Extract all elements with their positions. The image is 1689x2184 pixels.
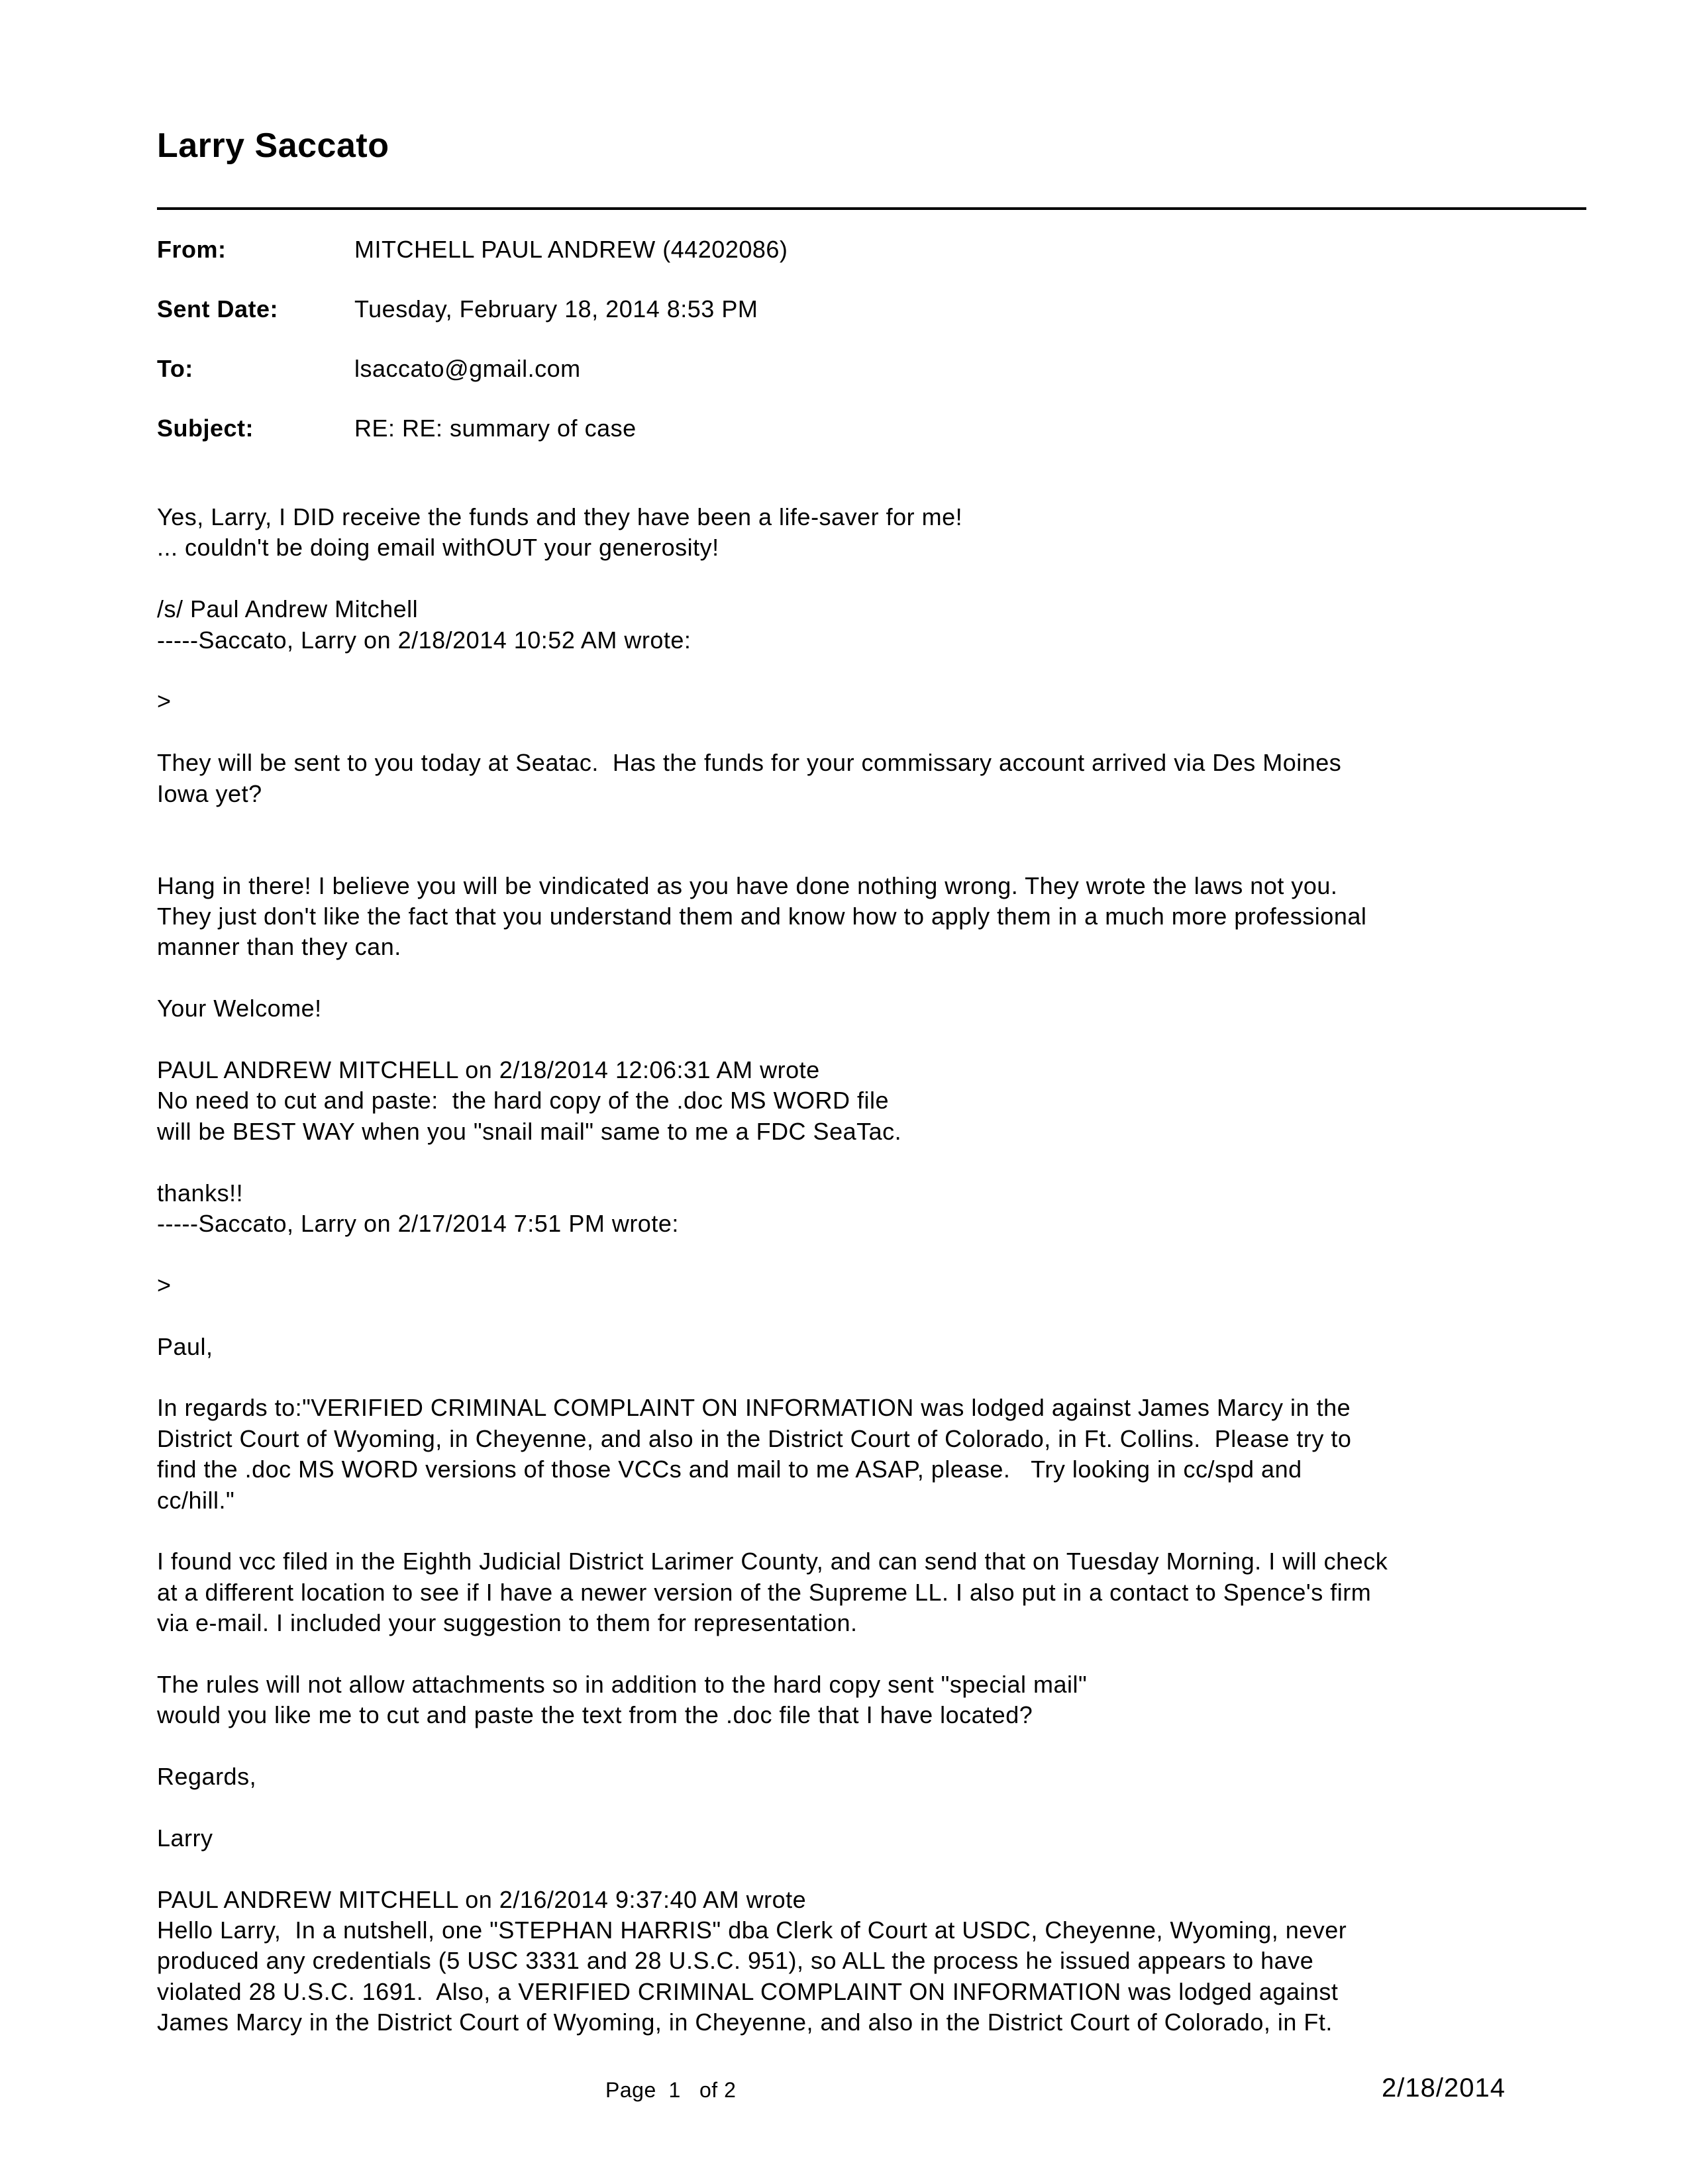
body-line: Hang in there! I believe you will be vindicated as you have done nothing wrong. They wrote the laws not you. (157, 871, 1338, 899)
body-line: Hello Larry, In a nutshell, one "STEPHAN HARRIS" dba Clerk of Court at USDC, Cheyenne, Wyoming, never (157, 1916, 1347, 1944)
body-line: They will be sent to you today at Seatac. Has the funds for your commissary account arrived via Des Moines (157, 749, 1342, 777)
body-line: find the .doc MS WORD versions of those VCCs and mail to me ASAP, please. Try looking in cc/spd and (157, 1456, 1302, 1483)
body-line: Paul, (157, 1332, 213, 1360)
body-line: > (157, 687, 172, 715)
email-header-fields (157, 236, 1548, 474)
body-line: Your Welcome! (157, 995, 322, 1022)
email-body (157, 502, 1614, 2038)
body-line (157, 656, 1614, 686)
body-line (157, 840, 1614, 870)
header-divider (157, 207, 1586, 210)
body-line (157, 1516, 1614, 1546)
body-line: manner than they can. (157, 933, 401, 961)
body-line: PAUL ANDREW MITCHELL on 2/18/2014 12:06:31 AM wrote (157, 1056, 820, 1084)
body-line (157, 1362, 1614, 1393)
page-number: Page 1 of 2 (605, 2078, 737, 2102)
body-line: cc/hill." (157, 1486, 235, 1514)
body-line: District Court of Wyoming, in Cheyenne, and also in the District Court of Colorado, in Ft. Collins. Please try to (157, 1424, 1352, 1452)
body-line: I found vcc filed in the Eighth Judicial District Larimer County, and can send that on Tuesday Morning. I will check (157, 1548, 1388, 1575)
body-line (157, 1147, 1614, 1177)
body-line: They just don't like the fact that you understand them and know how to apply them in a much more professional (157, 903, 1367, 930)
footer-date: 2/18/2014 (1382, 2073, 1506, 2103)
body-line (157, 1792, 1614, 1822)
body-line: at a different location to see if I have a newer version of the Supreme LL. I also put in a contact to Spence's firm (157, 1578, 1372, 1606)
field-label-from: From: (157, 236, 227, 263)
field-label-subject: Subject: (157, 415, 254, 442)
body-line (157, 1731, 1614, 1762)
body-line: would you like me to cut and paste the text from the .doc file that I have located? (157, 1701, 1033, 1729)
body-line: > (157, 1271, 172, 1299)
field-row-subject (157, 415, 1548, 474)
page-title: Larry Saccato (157, 126, 389, 165)
body-line (157, 717, 1614, 748)
body-line (157, 1638, 1614, 1669)
body-line: James Marcy in the District Court of Wyoming, in Cheyenne, and also in the District Court of Colorado, in Ft. (157, 2009, 1333, 2036)
body-line: produced any credentials (5 USC 3331 and 28 U.S.C. 951), so ALL the process he issued appears to have (157, 1947, 1314, 1975)
field-label-sent-date: Sent Date: (157, 295, 279, 323)
body-line: No need to cut and paste: the hard copy of the .doc MS WORD file (157, 1087, 890, 1115)
body-line: /s/ Paul Andrew Mitchell (157, 595, 419, 623)
body-line (157, 1854, 1614, 1884)
body-line: Larry (157, 1824, 213, 1852)
body-line: violated 28 U.S.C. 1691. Also, a VERIFIED CRIMINAL COMPLAINT ON INFORMATION was lodged against (157, 1977, 1339, 2005)
body-line: via e-mail. I included your suggestion to them for representation. (157, 1609, 858, 1637)
body-line: -----Saccato, Larry on 2/17/2014 7:51 PM wrote: (157, 1209, 679, 1237)
body-line (157, 963, 1614, 993)
body-line (157, 564, 1614, 594)
body-line: PAUL ANDREW MITCHELL on 2/16/2014 9:37:40 AM wrote (157, 1885, 807, 1913)
field-value-sent-date: Tuesday, February 18, 2014 8:53 PM (354, 295, 758, 323)
body-line: Regards, (157, 1763, 257, 1791)
field-value-from: MITCHELL PAUL ANDREW (44202086) (354, 236, 788, 263)
body-line: will be BEST WAY when you "snail mail" same to me a FDC SeaTac. (157, 1117, 902, 1145)
body-line: -----Saccato, Larry on 2/18/2014 10:52 AM wrote: (157, 626, 691, 654)
body-line: In regards to:"VERIFIED CRIMINAL COMPLAINT ON INFORMATION was lodged against James Marcy in the (157, 1394, 1351, 1422)
field-value-subject: RE: RE: summary of case (354, 415, 637, 442)
body-line: Yes, Larry, I DID receive the funds and they have been a life-saver for me! (157, 503, 963, 530)
body-line: Iowa yet? (157, 779, 262, 807)
body-line: The rules will not allow attachments so in addition to the hard copy sent "special mail" (157, 1670, 1088, 1698)
body-line (157, 1024, 1614, 1055)
body-line: ... couldn't be doing email withOUT your generosity! (157, 534, 719, 562)
field-label-to: To: (157, 355, 193, 382)
body-line: thanks!! (157, 1179, 244, 1207)
body-line (157, 1239, 1614, 1269)
field-row-sent-date (157, 295, 1548, 355)
field-row-to (157, 355, 1548, 415)
body-line (157, 1301, 1614, 1331)
field-value-to: lsaccato@gmail.com (354, 355, 581, 382)
body-line (157, 809, 1614, 840)
field-row-from (157, 236, 1548, 295)
